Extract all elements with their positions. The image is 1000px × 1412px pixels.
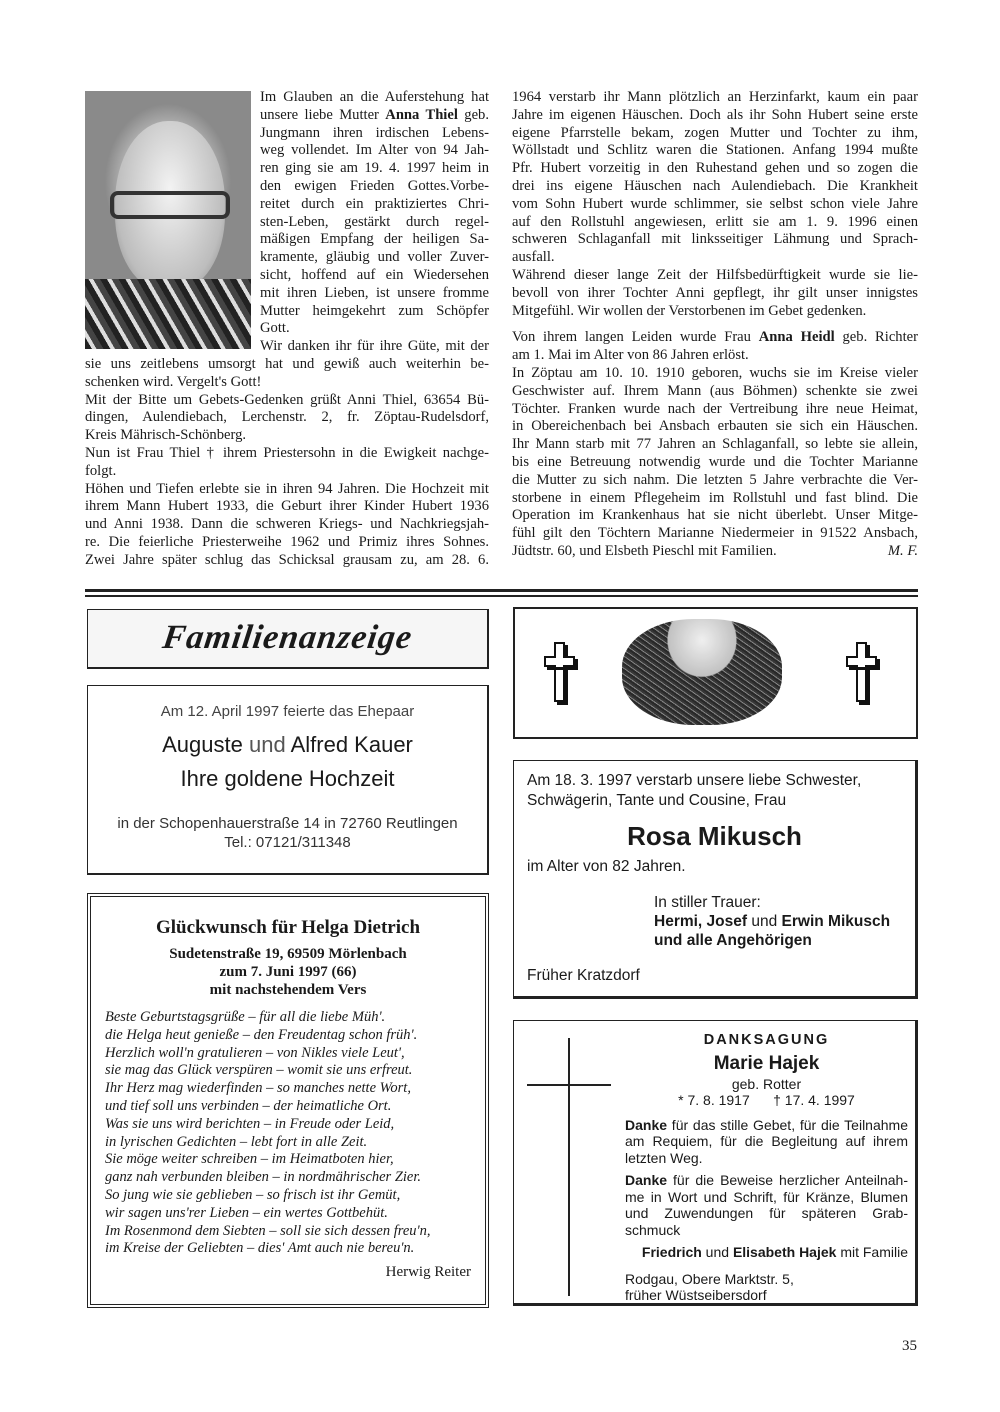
text: So jung wie sie geblieben – so frisch ist ihr Gemüt, [105, 1186, 401, 1203]
text-line [512, 249, 918, 267]
text: und [701, 1244, 733, 1260]
text: eigene Pfarrstelle bekam, zogen Mutter und Tochter zu ihm, [512, 124, 918, 141]
author-initials: M. F. [887, 542, 918, 559]
text: sie mag das Glück verspüren – womit sie uns erfreut. [105, 1062, 413, 1079]
text: ihrem Mann Hubert 1933, die Geburt ihrer Kinder Hubert 1936 [85, 498, 489, 515]
text-line [512, 490, 918, 508]
anniversary-intro: Am 12. April 1997 feierte das Ehepaar [160, 703, 415, 720]
bold-text: Anna Heidl [758, 329, 835, 346]
text: unsere liebe Mutter [260, 106, 386, 123]
text: für die Beweise herzlicher Anteilnah- [667, 1172, 908, 1188]
text-line [91, 981, 485, 999]
text-line [105, 1205, 485, 1223]
text: Jahre im eigenen Häuschen. Doch als ihr Sohn Hubert seine erste [512, 106, 918, 123]
text: Jüdtstr. 60, und Elsbeth Pieschl mit Familien. [512, 542, 777, 559]
obituary-intro [527, 771, 902, 811]
text-line [512, 267, 918, 285]
paragraph [512, 365, 918, 561]
text-line [512, 303, 918, 321]
family-signature [625, 1244, 908, 1261]
text: mit ihren Lieben, ist unsere fromme [260, 284, 489, 301]
text: Sie möge weiter schreiben – im Heimatboten hier, [105, 1151, 394, 1168]
paragraph [85, 445, 489, 481]
text: 1964 verstarb ihr Mann plötzlich an Herzinfarkt, kaum ein paar [512, 89, 918, 105]
bold-text: und alle Angehörigen [654, 932, 812, 949]
paragraph [512, 329, 918, 365]
poem-author: Herwig Reiter [385, 1264, 471, 1281]
text: Was sie uns wird berichten – in Freude oder Leid, [105, 1115, 395, 1132]
article-right-column [512, 89, 918, 561]
text-line [512, 383, 918, 401]
cross-icon [846, 642, 878, 704]
page-number: 35 [902, 1338, 917, 1354]
text: den ewigen Frieden Gottes.Vorbe- [260, 177, 489, 194]
text: schmuck [625, 1221, 681, 1238]
paragraph [85, 392, 489, 445]
text: Zwei Jahre später schlug das Schicksal grausam zu, am 28. 6. [85, 551, 489, 568]
text-line [512, 436, 918, 454]
text: Rodgau, Obere Marktstr. 5, [625, 1270, 794, 1287]
text: Ihr Herz mag wiederfinden – so manches nette Wort, [105, 1080, 411, 1097]
text: Sudetenstraße 19, 69509 Mörlenbach [169, 946, 407, 962]
article-right-text [512, 89, 918, 561]
bold-text: Friedrich [641, 1244, 702, 1260]
text-line [85, 356, 489, 374]
text-line [625, 1271, 908, 1288]
text-line [85, 374, 489, 392]
text: wir sagen uns'rer Lieben – ein wertes Gottbehüt. [105, 1204, 388, 1221]
text: Im Glauben an die Auferstehung hat [260, 89, 489, 105]
text: mit Familie [836, 1244, 908, 1260]
text-line [512, 525, 918, 543]
text: Wöllstadt und Schlitz waren die Stationen. Anfang 1994 mußte [512, 142, 918, 159]
deceased-name: Marie Hajek [713, 1052, 820, 1074]
birthday-title: Glückwunsch für Helga Dietrich [155, 917, 421, 938]
text: dingen, Aulendiebach, Lerchenstr. 2, fr. Zöptau-Rudelsdorf, [85, 409, 489, 426]
mourners-names [654, 912, 902, 931]
text-line [85, 427, 489, 445]
text: im Kreise der Geliebten – dies' Amt auch nie bereu'n. [105, 1240, 415, 1257]
text: In Zöptau am 10. 10. 1910 geboren, wuchs sie im Kreise vieler [512, 364, 918, 381]
text: Am 18. 3. 1997 verstarb unsere liebe Schwester, [527, 772, 862, 789]
portrait-photo [85, 91, 251, 349]
text-line [625, 1222, 908, 1239]
text: ganz nah verbunden bleiben – in nordmährischer Zier. [105, 1169, 422, 1186]
text-line [105, 1151, 485, 1169]
text: Jungmann ihren irdischen Lebens- [260, 124, 489, 141]
text-line [105, 1240, 485, 1258]
text-line [512, 472, 918, 490]
text: Ihr Mann starb mit 77 Jahren an Schlaganfall, so lebte sie allein, [512, 436, 918, 453]
bold-text: Anna Thiel [385, 106, 458, 123]
text-line [512, 401, 918, 419]
text: Höhen und Tiefen erlebte sie in ihren 94 Jahren. Die Hochzeit mit [85, 480, 489, 497]
text: Pfr. Hubert vorzeitig in den Ruhestand gehen und so zogen die [512, 160, 918, 177]
text: Operation im Krankenhaus hat sie nicht überlebt. Unser Mitge- [512, 507, 918, 524]
text: Schwägerin, Tante und Cousine, Frau [527, 792, 787, 809]
text-line [105, 1045, 485, 1063]
danksagung-body [625, 1032, 908, 1304]
paragraph [85, 481, 489, 570]
text: drei ins eigene Häuschen nach Aulendiebach. Die Krankheit [512, 177, 918, 194]
text: reitet durch ein praktiziertes Chri- [260, 195, 489, 212]
text: und tief soll uns verbinden – der heimatliche Ort. [105, 1097, 392, 1114]
text-line [512, 507, 918, 525]
text-line [527, 791, 902, 811]
text-line [105, 1062, 485, 1080]
text: in lyrischen Gedichten – lebt fort in alle Zeit. [105, 1133, 368, 1150]
text: Herzlich woll'n gratulieren – von Nikles viele Leut', [105, 1044, 405, 1061]
mourners-others [654, 931, 902, 950]
text-line [105, 1098, 485, 1116]
text-line [512, 454, 918, 472]
cross-icon [544, 642, 576, 704]
text: geb. [457, 106, 489, 123]
text: kramente, gläubig und voller Zuver- [260, 249, 489, 266]
text-line [85, 534, 489, 552]
text-line [512, 214, 918, 232]
text: letzten Weg. [625, 1149, 703, 1166]
text: Töchter. Franken wurde nach der Vertreibung ihre neue Heimat, [512, 400, 918, 417]
text-line [91, 945, 485, 963]
text-line [85, 516, 489, 534]
text: auf den Rollstuhl angewiesen, erlitt sie am 1. 9. 1996 einen [512, 213, 918, 230]
bold-text: Hermi, Josef [654, 913, 748, 930]
text: und [747, 913, 782, 930]
text: vom Sohn Hubert wurde schlimmer, sie selbst schon viele Jahre [512, 195, 918, 212]
text: geb. Richter [834, 329, 918, 346]
text: Im Rosenmond dem Siebten – soll sie sich dessen freu'n, [105, 1222, 431, 1239]
maiden-name: geb. Rotter [731, 1075, 802, 1092]
text-line [512, 418, 918, 436]
text: ren ging sie am 19. 4. 1997 heim in [260, 160, 489, 177]
text-line [85, 463, 489, 481]
familienanzeige-title: Familienanzeige [160, 619, 415, 656]
cross-line-icon [568, 1038, 570, 1296]
text: me in Wort und Schrift, für Kränze, Blumen [625, 1188, 908, 1205]
text: zum 7. Juni 1997 (66) [219, 964, 357, 980]
golden-wedding-notice [87, 685, 489, 875]
bold-text: Danke [625, 1116, 668, 1133]
text-line [105, 1223, 485, 1241]
text-line [91, 963, 485, 981]
text-line [625, 1172, 908, 1189]
name-alfred: Alfred Kauer [290, 732, 413, 757]
text: Von ihrem langen Leiden wurde Frau [512, 329, 759, 346]
birthday-subtitle [91, 945, 485, 999]
text-line [512, 178, 918, 196]
death-date: † 17. 4. 1997 [773, 1092, 855, 1108]
text: Geschwister auf. Ihrem Mann (aus Böhmen) schenkte sie zwei [512, 382, 918, 399]
text-line [625, 1133, 908, 1150]
text: Beste Geburtstagsgrüße – für all die liebe Müh'. [105, 1009, 386, 1025]
text-line [85, 552, 489, 570]
text: Gott. [260, 320, 290, 337]
text-line [512, 231, 918, 249]
text: früher Wüstseibersdorf [625, 1287, 767, 1303]
text: die Helga heut genieße – den Freudentag schon früh'. [105, 1026, 418, 1043]
text: am Requiem, für die Begleitung auf ihrem [625, 1133, 908, 1149]
text-line [527, 771, 902, 791]
und-word: und [248, 732, 286, 757]
thanks-paragraph-2 [625, 1172, 908, 1238]
paragraph [512, 89, 918, 267]
text: sie uns zeitlebens umsorgt hat und gewiß auch weiterhin be- [85, 355, 489, 372]
deceased-name: Rosa Mikusch [627, 821, 802, 851]
bold-text: Elisabeth Hajek [732, 1244, 837, 1260]
text: die Mutter zu sich nahm. Die letzten 5 Jahre verbrachte die Ver- [512, 471, 918, 488]
text-line [85, 392, 489, 410]
obituary-rosa-mikusch [513, 760, 918, 999]
text: und Anni 1938. Dann die schweren Kriegs- und Nachkriegsjah- [85, 516, 489, 533]
text: schenken wird. Vergelt's Gott! [85, 373, 262, 390]
text: folgt. [85, 462, 117, 479]
text: re. Die feierliche Priesterweihe 1962 und Primiz ihres Sohnes. [85, 533, 489, 550]
anniversary-phone: Tel.: 07121/311348 [224, 834, 351, 851]
bold-text: Danke [625, 1172, 668, 1188]
text: Nun ist Frau Thiel † ihrem Priestersohn in die Ewigkeit nachge- [85, 444, 489, 461]
text: Wir danken ihr für ihre Güte, mit der [260, 338, 489, 355]
text-line [85, 498, 489, 516]
thanks-paragraph-1 [625, 1117, 908, 1167]
memorial-image-box [513, 607, 918, 739]
text-line [512, 543, 918, 561]
text-line [512, 142, 918, 160]
text-line [105, 1134, 485, 1152]
text: Während dieser lange Zeit der Hilfsbedürftigkeit wurde sie lie- [512, 266, 918, 283]
text: mit nachstehendem Vers [209, 982, 367, 998]
text-line [512, 365, 918, 383]
deceased-age: im Alter von 82 Jahren. [527, 858, 686, 875]
text: storbene in einem Pflegeheim im Rollstuhl und fast blind. Die [512, 489, 918, 506]
text-line [625, 1150, 908, 1167]
text-line [105, 1187, 485, 1205]
text: fühl gilt den Töchtern Marianne Niedermeier in 91522 Ansbach, [512, 525, 918, 542]
text: am 1. Mai im Alter von 86 Jahren erlöst. [512, 347, 749, 364]
text: sten-Leben, gestärkt durch regel- [260, 213, 489, 230]
text-line [512, 125, 918, 143]
text-line [512, 329, 918, 347]
text-line [85, 409, 489, 427]
text: bevoll von ihrer Tochter Anni gepflegt, ihr gilt unser innigstes [512, 284, 918, 301]
text-line [625, 1205, 908, 1222]
name-auguste: Auguste [162, 732, 243, 757]
birthday-poem [105, 1009, 485, 1258]
text: Mitgefühl. Wir wollen der Verstorbenen im Gebet gedenken. [512, 302, 867, 319]
text: Kreis Mährisch-Schönberg. [85, 427, 247, 444]
text: weg vollendet. Im Alter von 94 Jah- [260, 142, 489, 159]
text: Mutter heimgekehrt zum Schöpfer [260, 302, 489, 319]
text: für das stille Gebet, für die Teilnahme [667, 1116, 908, 1133]
text: Mit der Bitte um Gebets-Gedenken grüßt Anni Thiel, 63654 Bü- [85, 391, 489, 408]
text-line [105, 1027, 485, 1045]
danksagung-heading: DANKSAGUNG [703, 1032, 830, 1048]
text: mäßigen Empfang der heiligen Sa- [260, 231, 489, 248]
mourners-block [654, 893, 902, 950]
text-line [512, 107, 918, 125]
article-left-column [85, 89, 489, 570]
text-line [105, 1009, 485, 1027]
bold-text: Erwin Mikusch [781, 913, 891, 930]
cross-line-icon [527, 1084, 611, 1086]
text-line [512, 196, 918, 214]
text: schweren Schlaganfall mit linksseitiger Lähmung und Sprach- [512, 231, 918, 248]
birthday-greeting [87, 893, 489, 1308]
text: bis eine Betreuung notwendig wurde und die Tochter Marianne [512, 453, 918, 470]
anniversary-occasion: Ihre goldene Hochzeit [180, 766, 395, 791]
text-line [512, 89, 918, 107]
family-address [625, 1271, 908, 1304]
familienanzeige-header [87, 609, 489, 669]
text: und Zuwendungen für späteren Grab- [625, 1205, 908, 1221]
text: sicht, hoffend auf ein Wiedersehen [260, 266, 489, 283]
text-line [85, 481, 489, 499]
text-line [105, 1080, 485, 1098]
text-line [625, 1189, 908, 1206]
danksagung-notice [513, 1020, 918, 1306]
text-line [625, 1287, 908, 1304]
graveyard-illustration [622, 619, 782, 725]
text-line [625, 1117, 908, 1134]
mourning-label: In stiller Trauer: [654, 894, 761, 911]
text-line [512, 160, 918, 178]
paragraph [512, 267, 918, 320]
text: ausfall. [512, 249, 555, 266]
text-line [105, 1169, 485, 1187]
section-divider [85, 595, 918, 597]
text-line [512, 285, 918, 303]
text-line [105, 1116, 485, 1134]
text-line [85, 445, 489, 463]
anniversary-address: in der Schopenhauerstraße 14 in 72760 Reutlingen [117, 815, 458, 832]
section-divider [85, 589, 918, 592]
life-dates [625, 1092, 908, 1109]
birth-date: * 7. 8. 1917 [678, 1092, 750, 1108]
couple-names [88, 732, 487, 758]
text-line [512, 347, 918, 365]
obituary-origin: Früher Kratzdorf [527, 967, 640, 984]
text: in Obereichenbach bei Ansbach erbauten sie sich ein Häuschen. [512, 418, 918, 435]
